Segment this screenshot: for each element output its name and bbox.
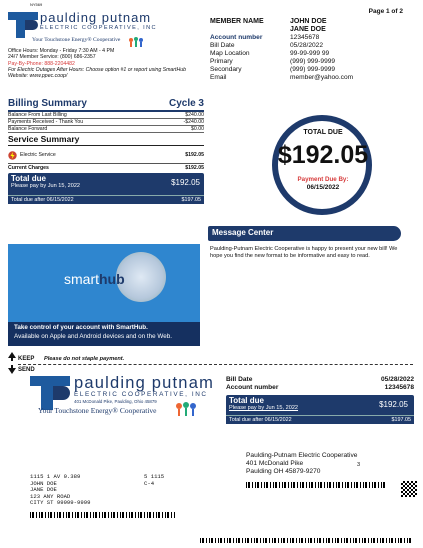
stub-tagline: Your Touchstone Energy® Cooperative	[38, 406, 157, 415]
remit-address	[246, 452, 357, 476]
billing-row-label: Payments Received - Thank You	[8, 118, 84, 125]
billing-row-label: Balance From Last Billing	[8, 111, 67, 118]
billing-row-label: Balance Forward	[8, 126, 48, 133]
keep-label: KEEP	[18, 356, 35, 362]
stub-touchstone-icon	[175, 402, 197, 416]
qr-code	[401, 481, 417, 497]
member-name-label: MEMBER NAME	[210, 18, 264, 25]
send-label: SEND	[18, 367, 35, 373]
detail-row	[210, 50, 410, 58]
mailing-address	[30, 474, 90, 507]
pay-by-date: Please pay by Jun 15, 2022	[11, 182, 81, 189]
detail-row	[210, 66, 410, 74]
detail-label: Primary	[210, 58, 233, 65]
billing-row-value: $0.00	[191, 126, 204, 133]
touchstone-logo-icon	[128, 34, 144, 44]
stub-logo-mark	[30, 376, 70, 410]
divider	[8, 163, 204, 164]
mailing-line: CITY ST 99999-9999	[30, 499, 91, 506]
total-due-circle-label: TOTAL DUE	[303, 129, 343, 136]
payment-due-date: 06/15/2022	[306, 184, 340, 191]
company-tagline: Your Touchstone Energy® Cooperative	[32, 37, 121, 43]
late-total-value: $197.05	[181, 196, 201, 203]
stub-account-label: Account number	[226, 384, 279, 391]
stub-late-total-label: Total due after 06/15/2022	[229, 417, 292, 423]
smarthub-ad[interactable]	[8, 244, 200, 346]
stub-account-row	[226, 384, 414, 392]
stub-account-number: 12345678	[384, 384, 414, 391]
remit-line-3: Paulding OH 45879-9270	[246, 468, 321, 475]
company-name: paulding putnam	[40, 10, 152, 25]
detail-value: 05/28/2022	[290, 42, 324, 49]
keep-send-arrows-icon	[8, 352, 16, 374]
detail-label: Email	[210, 74, 227, 81]
current-charges-label: Current Charges	[8, 165, 49, 172]
member-name-1: JOHN DOE	[290, 18, 327, 25]
office-hours: Office Hours: Monday - Friday 7:30 AM - 4 PM	[8, 48, 115, 54]
current-charges-value: $192.05	[185, 165, 204, 172]
member-details	[210, 34, 410, 82]
member-name-2: JANE DOE	[290, 26, 326, 33]
stub-bill-date-row	[226, 376, 414, 384]
pay-by-phone: Pay-By-Phone: 888-2204482	[8, 60, 75, 67]
message-body: Paulding-Putnam Electric Cooperative is happy to present your new bill! We hope you find the new format to be informative and easy to read.	[210, 246, 398, 259]
detail-label: Map Location	[210, 50, 250, 57]
billing-summary-title: Billing Summary	[8, 98, 87, 109]
service-summary-title: Service Summary	[8, 134, 80, 145]
divider	[8, 145, 204, 146]
late-total-label: Total due after 06/15/2022	[11, 196, 74, 203]
detail-value: 99-99-999 99	[290, 50, 330, 57]
mailing-line: 1115 1 AV 0.389	[30, 473, 81, 480]
document-id: NY569	[30, 2, 43, 7]
billing-row	[8, 126, 204, 133]
member-service-phone: 24/7 Member Service: (800) 686-2357	[8, 54, 96, 61]
remit-line-2: 401 McDonald Pike	[246, 460, 304, 467]
billing-summary-header	[8, 98, 204, 109]
detail-label: Account number	[210, 34, 263, 41]
stub-late-total-value: $197.05	[391, 417, 411, 423]
stub-total-due-value: $192.05	[379, 400, 408, 409]
total-due-label: Total due	[11, 173, 46, 183]
smarthub-brand-a: smart	[64, 271, 99, 287]
message-center-header	[208, 226, 401, 241]
company-subname: ELECTRIC COOPERATIVE, INC	[40, 25, 157, 31]
stub-pay-by: Please pay by Jun 15, 2022	[229, 405, 299, 411]
billing-row-value: $240.00	[185, 111, 204, 118]
total-due-amount: $192.05	[277, 141, 369, 169]
payment-due-label: Payment Due By:	[297, 176, 349, 183]
stub-company-subname: ELECTRIC COOPERATIVE, INC	[74, 391, 208, 398]
electric-service-row	[8, 150, 204, 160]
company-logo-mark	[8, 12, 38, 38]
scanline-barcode	[200, 538, 412, 543]
staple-warning: Please do not staple payment.	[44, 356, 125, 362]
total-due-value: $192.05	[171, 177, 200, 187]
tear-line	[18, 364, 413, 365]
mailing-postal-barcode	[30, 512, 176, 518]
stub-company-address: 401 McDonald Pike, Paulding, Ohio 45879	[74, 399, 157, 404]
detail-value: (999) 999-9999	[290, 66, 336, 73]
electric-service-value: $192.05	[185, 152, 204, 159]
late-total-row	[8, 195, 204, 204]
billing-row	[8, 119, 204, 126]
detail-value: (999) 999-9999	[290, 58, 336, 65]
website[interactable]: Website: www.ppec.coop/	[8, 73, 68, 80]
stub-bill-date-label: Bill Date	[226, 376, 253, 383]
remit-number: 3	[357, 462, 361, 468]
electric-service-label: Electric Service	[20, 152, 56, 159]
detail-label: Secondary	[210, 66, 242, 73]
detail-value: member@yahoo.com	[290, 74, 354, 81]
electric-bolt-icon	[8, 151, 17, 160]
mailing-meta-line-1: 5 1115	[144, 473, 165, 480]
smarthub-caption	[8, 322, 200, 346]
total-due-circle	[252, 115, 394, 215]
smarthub-brand-b: hub	[99, 271, 125, 287]
detail-row	[210, 58, 410, 66]
stub-total-due-label: Total due	[229, 396, 264, 405]
smarthub-brand	[64, 271, 125, 287]
stub-late-total-row	[226, 415, 414, 424]
stub-bill-date: 05/28/2022	[380, 376, 414, 383]
billing-summary	[8, 98, 204, 204]
mailing-line: JOHN DOE	[30, 479, 57, 487]
billing-cycle: Cycle 3	[168, 98, 204, 109]
smarthub-caption-line2: Available on Apple and Android devices and on the Web.	[14, 332, 173, 340]
detail-row	[210, 42, 410, 50]
mailing-line: 123 ANY ROAD	[30, 492, 71, 500]
detail-row	[210, 34, 410, 42]
stub-company-name: paulding putnam	[74, 374, 215, 392]
detail-label: Bill Date	[210, 42, 235, 49]
remit-line-1: Paulding-Putnam Electric Cooperative	[246, 452, 358, 459]
smarthub-caption-line1: Take control of your account with SmartHub.	[14, 324, 148, 331]
contact-block	[8, 48, 208, 79]
outage-info: For Electric Outages After Hours: Choose option #1 or report using SmartHub	[8, 66, 186, 73]
mailing-meta-line-2: C-4	[144, 479, 155, 487]
total-due-box	[8, 173, 204, 195]
billing-row	[8, 112, 204, 119]
message-center-title: Message Center	[212, 228, 274, 237]
current-charges-row	[8, 165, 204, 171]
mailing-line: JANE DOE	[30, 486, 57, 493]
detail-row	[210, 74, 410, 82]
detail-value: 12345678	[290, 34, 320, 41]
stub-account-block	[226, 376, 414, 392]
stub-total-due-box	[226, 395, 414, 415]
remit-postal-barcode	[246, 482, 386, 488]
page-number: Page 1 of 2	[368, 8, 403, 15]
mailing-meta	[144, 474, 164, 487]
billing-row-value: -$240.00	[183, 118, 204, 125]
